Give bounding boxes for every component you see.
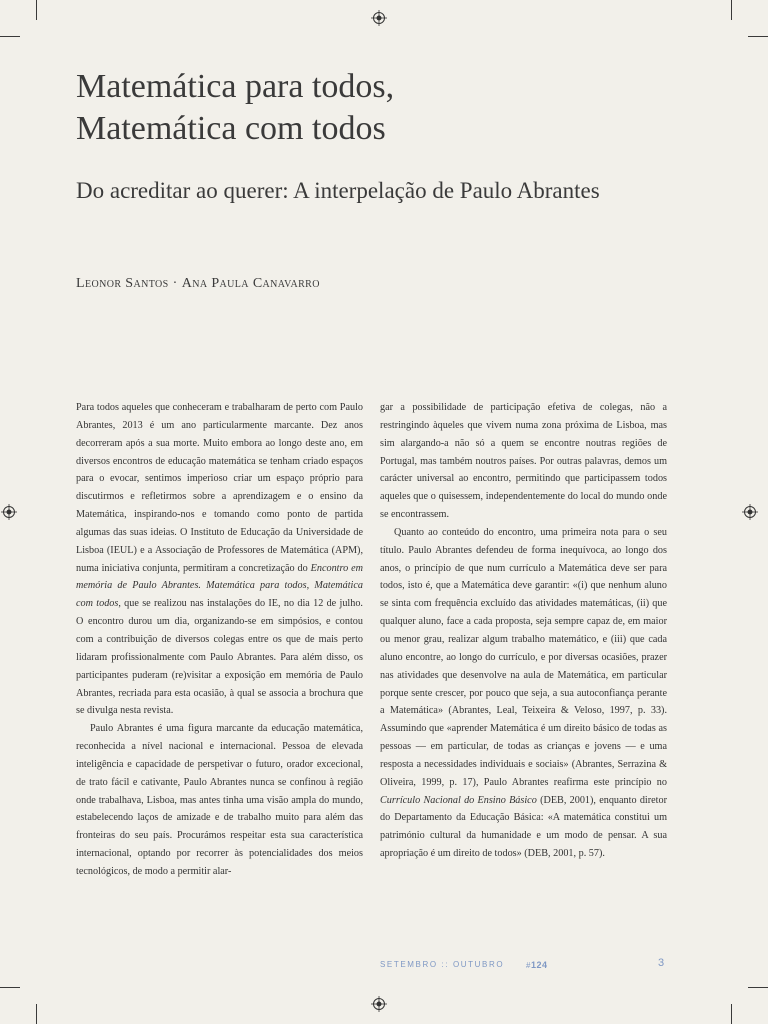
- author-name: Leonor Santos: [76, 276, 169, 291]
- paragraph: Paulo Abrantes é uma figura marcante da educação matemática, reconhecida a nível nacional e internacional. Pessoa de elevada inteligência e capacidade de perspetivar o futuro, orador excecional, de trato fácil e cativante, Paulo Abrantes nunca se confinou à região onde trabalhava, Lisboa, mas antes tinha uma visão ampla do mundo, estabelecendo laços de amizade e de trabalho muito para além das fronteiras do seu país. Procurámos respeitar esta sua característica internacional, optando por recorrer às potencialidades dos meios tecnológicos, de modo a permitir alar-: [76, 723, 363, 877]
- author-name: Ana Paula Canavarro: [181, 276, 320, 291]
- crop-mark-icon: [731, 1004, 732, 1024]
- paragraph-text: Quanto ao conteúdo do encontro, uma primeira nota para o seu título. Paulo Abrantes defendeu de forma inequívoca, ao longo dos anos, o princípio de que num currículo a Matemática deve ser para todos, isto é, que a Matemática deve garantir: «(i) que nenhum aluno se sinta com frequência excluído das atividades matemáticas, (ii) que qualquer aluno, face a cada proposta, seja sempre capaz de, em maior ou menor grau, realizar algum trabalho matemático, e (iii) que cada aluno encontre, ao longo do currículo, e por diversas ocasiões, prazer nas atividades que desenvolve na aula de Matemática, em particular porque sente crescer, por pouco que seja, a sua autoconfiança perante a Matemática» (Abrantes, Leal, Teixeira & Veloso, 1997, p. 33). Assumindo que «aprender Matemática é um direito básico de todas as pessoas — em particular, de todas as crianças e jovens — e uma resposta a necessidades individuais e sociais» (Abrantes, Serrazina & Oliveira, 1999, p. 17), Paulo Abrantes reafirma este princípio no: [380, 526, 667, 788]
- registration-mark-icon: [1, 504, 17, 520]
- registration-mark-icon: [371, 10, 387, 26]
- body-column-left: [76, 399, 363, 881]
- issue-prefix: #: [526, 961, 531, 970]
- crop-mark-icon: [36, 0, 37, 20]
- crop-mark-icon: [748, 36, 768, 37]
- article-title-line-1: Matemática para todos,: [76, 68, 395, 105]
- curriculum-title-italic: Currículo Nacional do Ensino Básico: [380, 794, 537, 806]
- paragraph-text: Para todos aqueles que conheceram e trabalharam de perto com Paulo Abrantes, 2013 é um ano particularmente marcante. Dez anos decorreram após a sua morte. Muito embora ao longo deste ano, em diversos encontros de educação matemática se tenham criado espaços para o evocar, sentimos imperioso criar um espaço próprio para discutirmos e refletirmos sobre a aprendizagem e o ensino da Matemática, inspirando-nos e tomando como ponto de partida algumas das suas ideias. O Instituto de Educação da Universidade de Lisboa (IEUL) e a Associação de Professores de Matemática (APM), numa iniciativa conjunta, permitiram a concretização do: [76, 402, 363, 574]
- paragraph: gar a possibilidade de participação efetiva de colegas, não a restringindo àqueles que vivem numa zona próxima de Lisboa, mas sim alargando-a não só a quem se encontre noutras regiões de Portugal, mas também noutros países. Por outras palavras, demos um carácter universal ao encontro, permitindo que participassem todos aqueles que o quisessem, independentemente do local do mundo onde se encontrassem.: [380, 402, 667, 521]
- registration-mark-icon: [742, 504, 758, 520]
- page-number: 3: [658, 957, 665, 969]
- paragraph: [380, 524, 667, 863]
- paragraph-text: (DEB, 2001), enquanto diretor do Departamento da Educação Básica: «A matemática constitui um património cultural da humanidade e um modo de pensar. A sua apropriação é um direito de todos» (DEB, 2001, p. 57).: [380, 794, 667, 860]
- crop-mark-icon: [0, 36, 20, 37]
- crop-mark-icon: [0, 987, 20, 988]
- article-title: [76, 66, 716, 150]
- author-line: [76, 276, 320, 292]
- crop-mark-icon: [748, 987, 768, 988]
- paragraph-text: , que se realizou nas instalações do IE, no dia 12 de julho. O encontro durou um dia, organizando-se em simpósios, e contou com a contribuição de diversos colegas entre os que de mais perto lidaram profissionalmente com Paulo Abrantes. Para além disso, os participantes puderam (re)visitar a exposição em memória de Paulo Abrantes, recriada para esta ocasião, à qual se associa a brochura que se divulga nesta revista.: [76, 598, 363, 717]
- crop-mark-icon: [731, 0, 732, 20]
- footer-issue-number: [526, 960, 547, 970]
- article-subtitle: Do acreditar ao querer: A interpelação de Paulo Abrantes: [76, 178, 600, 203]
- paragraph: [76, 399, 363, 720]
- footer-issue-date: SETEMBRO :: OUTUBRO: [380, 960, 505, 969]
- registration-mark-icon: [371, 996, 387, 1012]
- author-separator: ·: [172, 276, 178, 291]
- body-column-right: [380, 399, 667, 863]
- crop-mark-icon: [36, 1004, 37, 1024]
- article-title-line-2: Matemática com todos: [76, 110, 386, 147]
- issue-number: 124: [530, 960, 548, 970]
- event-title-italic: Encontro em memória de Paulo Abrantes. Matemática para todos, Matemática com todos: [76, 562, 364, 610]
